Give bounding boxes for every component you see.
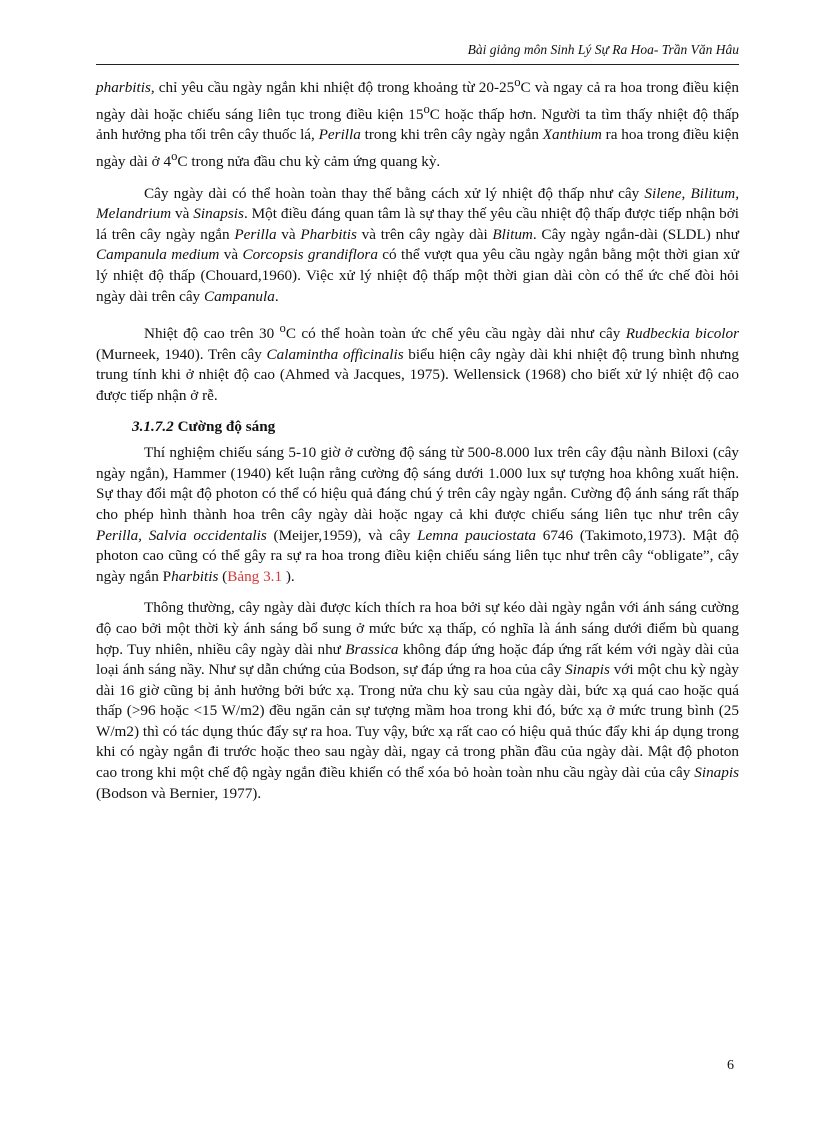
text: có thể vượt qua yêu cầu ngày ngắn bằng một thời gian xử lý nhiệt độ thấp (Chouard,1960). Việc xử lý nhiệt độ thấp một thời gian dài còn có thể ức chế đòi hỏi ngày dài trên cây <box>96 246 739 305</box>
section-number: 3.1.7.2 <box>132 417 174 435</box>
italic-term: Pharbitis <box>300 225 357 243</box>
text: và <box>171 205 194 223</box>
text: biểu hiện cây ngày dài khi nhiệt độ trung bình nhưng trung tính khi ở nhiệt độ cao (Ahmed và Jacques, 1975). Wellensick (1968) cho biết xử lý nhiệt độ cao được tiếp nhận ở rễ. <box>96 345 739 404</box>
degree-sup: o <box>279 321 286 336</box>
running-header <box>96 42 739 65</box>
text: và trên cây ngày dài <box>356 225 493 243</box>
paragraph-3 <box>96 318 739 406</box>
text: Thông thường, cây ngày dài được kích thích ra hoa bởi sự kéo dài ngày ngắn với ánh sáng cường độ cao bởi một thời kỳ ánh sáng bổ sung ở mức bức xạ thấp, có nghĩa là ánh sáng dưới điểm bù quang hợp. Tuy nhiên, nhiều cây ngày dài như <box>96 599 739 658</box>
italic-term: harbitis <box>171 567 219 585</box>
text: với một chu kỳ ngày dài 16 giờ cũng bị ảnh hưởng bởi bức xạ. Trong nửa chu kỳ sau của ngày dài, bức xạ quá cao hoặc quá thấp (>96 hoặc <15 W/m2) đều ngăn cản sự tượng mầm hoa trong khi đó, bức xạ ở mức trung bình (25 W/m2) thì có tác dụng thúc đẩy sự ra hoa. Tuy vậy, bức xạ rất cao có hiệu quả thúc đẩy khi áp dụng trong khi có ngày ngắn đi trước hoặc theo sau ngày dài, ngay cả trong phần đầu của ngày dài. Mật độ photon cao trong khi một chế độ ngày ngắn điều khiển có thể xóa bỏ hoàn toàn nhu cầu ngày dài của cây <box>96 661 739 782</box>
italic-term: Rudbeckia bicolor <box>625 325 740 343</box>
text: và <box>219 246 243 264</box>
italic-term: Silene, Bilitum, Melandrium <box>96 184 739 223</box>
paragraph-2 <box>96 184 739 308</box>
text: 6746 (Takimoto,1973). Mật độ photon cao cũng có thể gây ra sự ra hoa trong điều kiện chiếu sáng liên tục như trên cây “obligate”, cây ngày ngắn P <box>96 526 740 585</box>
italic-term: Perilla <box>318 126 361 144</box>
italic-term: Perilla, Salvia occidentalis <box>96 526 267 544</box>
italic-term: Calamintha officinalis <box>266 345 404 363</box>
paragraph-1 <box>96 72 739 173</box>
degree-sup: o <box>171 148 178 163</box>
text: . Cây ngày ngắn-dài (SLDL) như <box>532 225 739 243</box>
text: . <box>274 287 279 305</box>
degree-sup: o <box>423 101 430 116</box>
text: trong khi trên cây ngày ngắn <box>360 126 543 144</box>
text: , chỉ yêu cầu ngày ngắn khi nhiệt độ trong khoảng từ 20-25 <box>150 79 515 97</box>
text: C có thể hoàn toàn ức chế yêu cầu ngày dài như cây <box>285 325 626 343</box>
text: không đáp ứng hoặc đáp ứng rất kém với ngày dài của loại ánh sáng nầy. Như sự dẫn chứng của Bodson, sự đáp ứng ra hoa của cây <box>96 640 739 679</box>
italic-term: Campanula medium <box>96 246 220 264</box>
text: ). <box>282 567 295 585</box>
italic-term: Lemna pauciostata <box>417 526 537 544</box>
text: C hoặc thấp hơn. Người ta tìm thấy nhiệt độ thấp ảnh hưởng pha tối trên cây thuốc lá, <box>96 105 739 144</box>
text: C và ngay cả ra hoa trong điều kiện ngày dài hoặc chiếu sáng liên tục trong điều kiện 15 <box>96 79 739 123</box>
text: (Meijer,1959), và cây <box>266 526 418 544</box>
text: và <box>276 225 301 243</box>
text: (Murneek, 1940). Trên cây <box>96 345 267 363</box>
page-number: 6 <box>727 1058 734 1073</box>
text: Cây ngày dài có thể hoàn toàn thay thế bằng cách xử lý nhiệt độ thấp như cây <box>144 184 645 202</box>
italic-term: Campanula <box>203 287 275 305</box>
text: ra hoa trong điều kiện ngày dài ở 4 <box>96 126 739 170</box>
paragraph-4 <box>96 443 739 587</box>
italic-term: Sinapis <box>694 764 739 782</box>
running-title: Bài giảng môn Sinh Lý Sự Ra Hoa- Trần Văn Hâu <box>467 42 739 57</box>
section-heading <box>96 417 739 438</box>
document-body <box>96 72 739 804</box>
italic-term: Blitum <box>492 225 533 243</box>
table-reference-link[interactable]: Bảng 3.1 <box>227 567 283 585</box>
italic-term: Sinapsis <box>193 205 244 223</box>
italic-term: Perilla <box>234 225 277 243</box>
text: Thí nghiệm chiếu sáng 5-10 giờ ở cường độ sáng từ 500-8.000 lux trên cây đậu nành Biloxi (cây ngày ngắn), Hammer (1940) kết luận rằng cường độ sáng dưới 1.000 lux sự tượng hoa không xuất hiện. Sự thay đổi mật độ photon có thể có hiệu quả đáng chú ý trên cây ngày ngắn. Cường độ ánh sáng rất thấp cho phép hình thành hoa trên cây ngày dài hoặc ngay cả khi được chiếu sáng liên tục như trên cây <box>96 444 739 523</box>
italic-term: Xanthium <box>542 126 602 144</box>
text: C trong nửa đầu chu kỳ cảm ứng quang kỳ. <box>177 152 441 170</box>
italic-term: Brassica <box>345 640 399 658</box>
italic-term: Corcopsis grandiflora <box>242 246 378 264</box>
text: (Bodson và Bernier, 1977). <box>96 784 262 802</box>
text: Nhiệt độ cao trên 30 <box>144 325 280 343</box>
text: . Một điều đáng quan tâm là sự thay thế yêu cầu nhiệt độ thấp được tiếp nhận bởi lá trên cây ngày ngắn <box>96 205 739 243</box>
text: ( <box>218 567 228 585</box>
section-title: Cường độ sáng <box>177 417 276 435</box>
degree-sup: o <box>514 75 521 89</box>
paragraph-5 <box>96 598 739 804</box>
italic-term: Sinapis <box>565 661 610 679</box>
italic-term: pharbitis <box>96 79 151 97</box>
